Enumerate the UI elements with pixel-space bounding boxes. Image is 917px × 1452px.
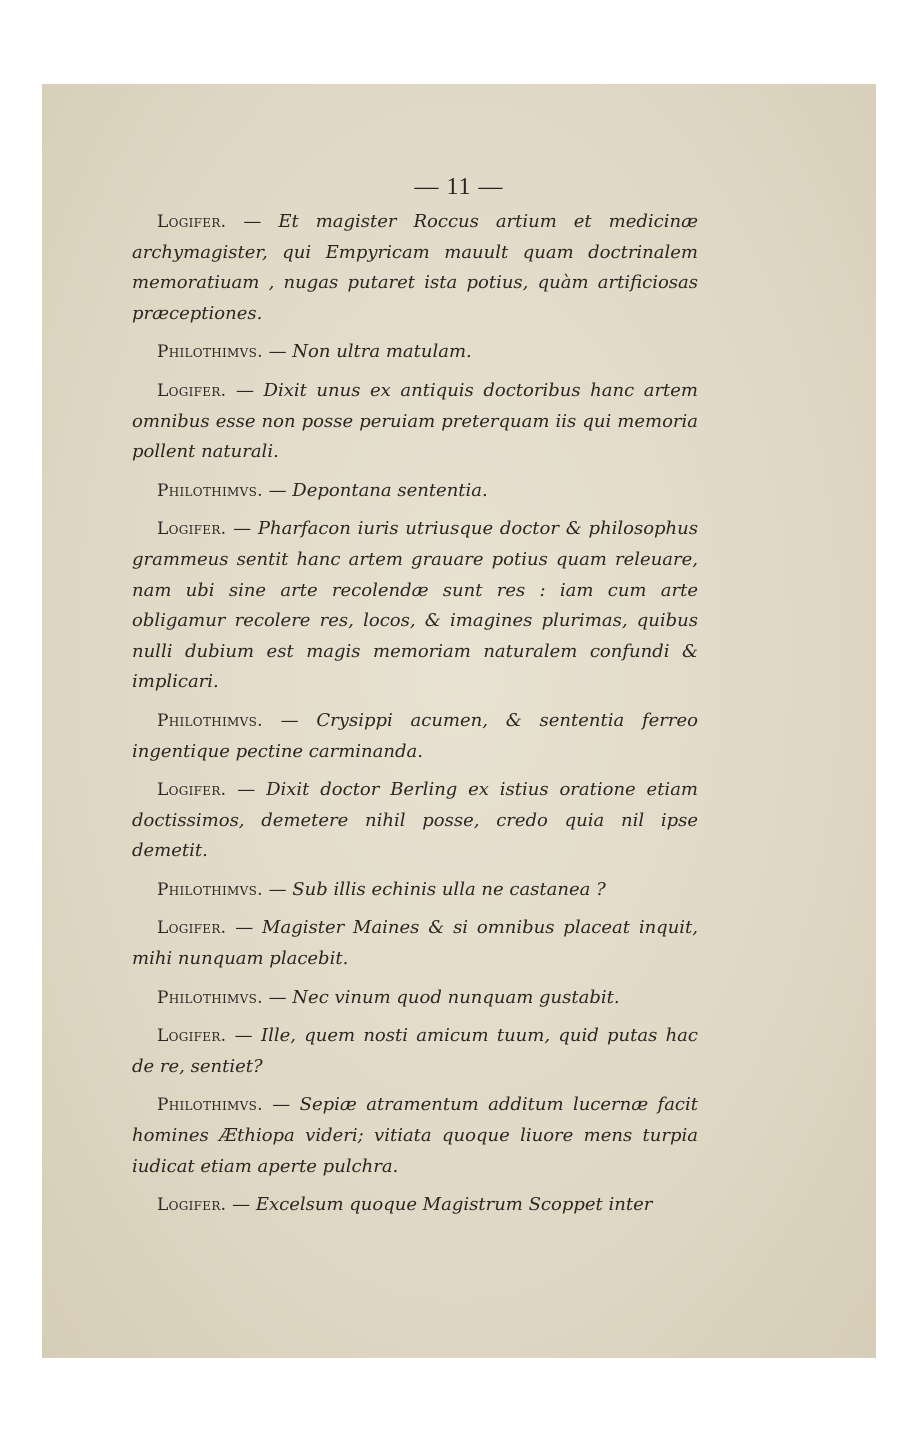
dialogue-paragraph bbox=[132, 207, 698, 329]
dialogue-paragraph bbox=[132, 476, 698, 507]
book-page bbox=[42, 84, 876, 1358]
speech-text: Dixit unus ex antiquis doctoribus hanc artem omnibus esse non posse peruiam preterquam iis qui memoria pollent naturali. bbox=[132, 379, 698, 463]
speech-text: Nec vinum quod nunquam gustabit. bbox=[292, 986, 620, 1008]
speaker-name: Logifer. bbox=[157, 1026, 227, 1047]
speaker-name: Philothimvs. bbox=[157, 342, 263, 363]
speaker-dash: — bbox=[262, 878, 293, 900]
speech-text: Pharfacon iuris utriusque doctor & philosophus grammeus sentit hanc artem grauare potius quam releuare, nam ubi sine arte recolendæ sunt res : iam cum arte obligamur recolere res, locos, & imagines plurimas, quibus nulli dubium est magis memoriam naturalem confundi & implicari. bbox=[132, 518, 698, 693]
dialogue-paragraph bbox=[132, 706, 698, 767]
speaker-dash: — bbox=[226, 917, 263, 939]
speech-text: Dixit doctor Berling ex istius oratione etiam doctissimos, demetere nihil posse, credo quia nil ipse demetit. bbox=[132, 779, 698, 862]
dialogue-paragraph bbox=[132, 775, 698, 867]
dialogue-paragraph bbox=[132, 913, 698, 974]
speaker-name: Philothimvs. bbox=[157, 987, 263, 1008]
speech-text: Sepiæ atramentum additum lucernæ facit homines Æthiopa videri; vitiata quoque liuore mens turpia iudicat etiam aperte pulchra. bbox=[132, 1094, 698, 1177]
speaker-name: Logifer. bbox=[157, 1195, 227, 1216]
speaker-dash: — bbox=[226, 1194, 256, 1216]
dialogue-paragraph bbox=[132, 875, 698, 906]
speaker-dash: — bbox=[226, 1025, 261, 1047]
speech-text: Excelsum quoque Magistrum Scoppet inter bbox=[255, 1194, 653, 1216]
speaker-dash: — bbox=[262, 479, 293, 501]
dialogue-paragraph bbox=[132, 337, 698, 368]
speaker-name: Philothimvs. bbox=[157, 879, 263, 900]
dialogue-paragraph bbox=[132, 1021, 698, 1082]
dialogue-paragraph bbox=[132, 1190, 698, 1221]
speaker-name: Philothimvs. bbox=[157, 1095, 263, 1116]
speech-text: Sub illis echinis ulla ne castanea ? bbox=[292, 878, 606, 900]
speaker-dash: — bbox=[226, 779, 267, 801]
dialogue-paragraph bbox=[132, 983, 698, 1014]
speaker-name: Philothimvs. bbox=[157, 710, 263, 731]
speaker-dash: — bbox=[262, 341, 293, 363]
speaker-dash: — bbox=[226, 518, 258, 540]
speaker-dash: — bbox=[262, 986, 293, 1008]
speech-text: Ille, quem nosti amicum tuum, quid putas hac de re, sentiet? bbox=[132, 1025, 698, 1077]
dialogue-paragraph bbox=[132, 1090, 698, 1182]
dialogue-paragraph bbox=[132, 376, 698, 468]
speech-text: Depontana sententia. bbox=[292, 479, 488, 501]
speaker-name: Logifer. bbox=[157, 918, 227, 939]
speaker-dash: — bbox=[262, 709, 317, 731]
speaker-dash: — bbox=[226, 211, 279, 232]
speech-text: Crysippi acumen, & sententia ferreo ingentique pectine carminanda. bbox=[132, 709, 699, 762]
speaker-name: Philothimvs. bbox=[157, 480, 263, 501]
speaker-dash: — bbox=[226, 379, 264, 401]
dialogue-text bbox=[132, 207, 698, 1221]
speech-text: Magister Maines & si omnibus placeat inquit, mihi nunquam placebit. bbox=[132, 917, 698, 970]
speaker-name: Logifer. bbox=[157, 519, 227, 540]
speech-text: Et magister Roccus artium et medicinæ archymagister, qui Empyricam mauult quam doctrinalem memoratiuam , nugas putaret ista potius, quàm artificiosas præceptiones. bbox=[132, 211, 698, 324]
dialogue-paragraph bbox=[132, 514, 698, 698]
page-number: — 11 — bbox=[414, 174, 504, 200]
speech-text: Non ultra matulam. bbox=[292, 341, 472, 363]
speaker-dash: — bbox=[262, 1094, 300, 1116]
speaker-name: Logifer. bbox=[157, 780, 227, 801]
speaker-name: Logifer. bbox=[157, 212, 227, 232]
speaker-name: Logifer. bbox=[157, 380, 227, 401]
